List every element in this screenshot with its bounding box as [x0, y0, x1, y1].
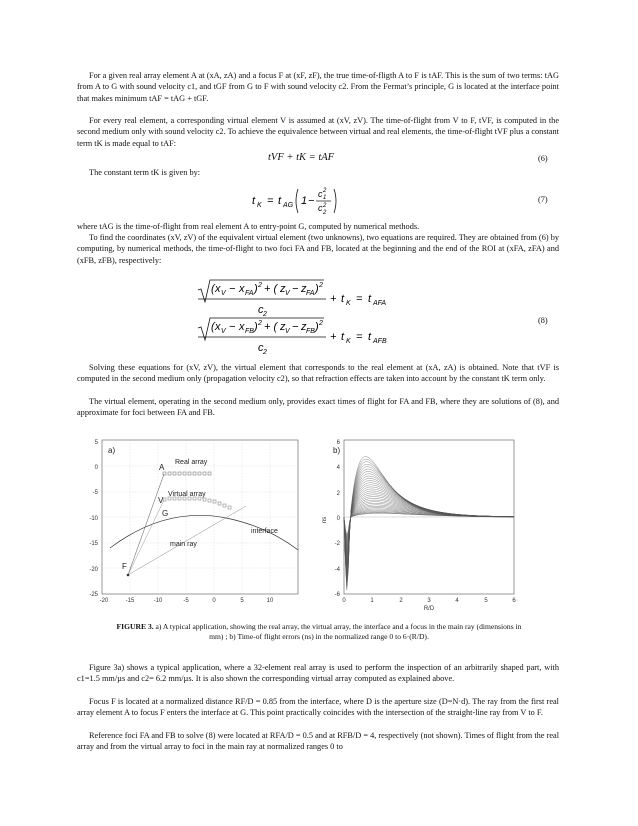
ytick-b-5: -2	[334, 541, 340, 547]
figure-caption: FIGURE 3. a) A typical application, showing the real array, the virtual array, the interface and a focus in the main ray (dimensions in mm) ; b) Time-of flight errors (ns) in the normalized range 0 to 6·(R/D).	[116, 622, 522, 641]
xtick-b-7: 6	[512, 598, 516, 604]
ytick-a-4: -10	[89, 516, 98, 522]
svg-text:2: 2	[323, 210, 327, 216]
label-main-ray: main ray	[170, 541, 197, 548]
label-interface: interface	[251, 528, 278, 535]
svg-text:t: t	[252, 195, 256, 207]
label-g: G	[162, 509, 169, 518]
figure-3b	[322, 440, 516, 612]
svg-text:V: V	[221, 328, 226, 335]
svg-text:FA: FA	[245, 290, 254, 297]
svg-text:−: −	[308, 195, 315, 207]
svg-text:x: x	[215, 321, 221, 333]
svg-text:1: 1	[323, 195, 327, 201]
svg-text:2: 2	[258, 282, 262, 289]
paragraph-10: Reference foci FA and FB to solve (8) were located at RFA/D = 0.5 and at RFB/D = 4, respectively (not shown). Times of flight from the real array and from the virtual array to foci in the main ray at normalized ranges 0 to	[77, 731, 559, 752]
xtick-b-6: 5	[484, 598, 488, 604]
svg-text:2: 2	[323, 203, 327, 209]
svg-text:t: t	[341, 331, 345, 343]
svg-text:2: 2	[319, 320, 323, 327]
xtick-a-7: 10	[266, 598, 274, 604]
svg-text:): )	[315, 283, 319, 295]
svg-text:AFB: AFB	[373, 338, 387, 345]
svg-text:x: x	[215, 283, 221, 295]
svg-text:2: 2	[263, 349, 267, 356]
label-real-array: Real array	[175, 459, 208, 466]
xtick-b-1: 0	[342, 598, 346, 604]
xtick-a-6: 5	[240, 598, 244, 604]
ytick-a-1: 5	[94, 440, 98, 446]
xtick-a-4: -5	[183, 598, 189, 604]
ytick-b-7: -6	[334, 592, 340, 598]
ytick-b-2: 4	[336, 465, 340, 471]
svg-text:): )	[315, 321, 319, 333]
ytick-b-6: -4	[334, 567, 340, 573]
ytick-a-5: -15	[89, 541, 98, 547]
xtick-a-5: 0	[212, 598, 216, 604]
svg-text:AG: AG	[283, 202, 294, 209]
svg-text:−: −	[292, 283, 299, 295]
equation-7-number: (7)	[538, 195, 548, 204]
equation-6-number: (6)	[538, 154, 548, 163]
svg-text:): )	[254, 283, 258, 295]
xtick-b-5: 4	[455, 598, 459, 604]
paragraph-3: The constant term tK is given by:	[89, 168, 201, 177]
equation-7	[250, 180, 360, 220]
figure-3	[76, 436, 562, 614]
svg-text:z: z	[280, 321, 286, 333]
svg-text:−: −	[229, 321, 236, 333]
paragraph-7: The virtual element, operating in the second medium only, provides exact times of flight for FA and FB, where they are solutions of (8), and approximate for foci between FA and FB.	[77, 397, 559, 418]
xtick-a-2: -15	[125, 598, 135, 604]
svg-text:c: c	[318, 203, 323, 213]
svg-text:c: c	[318, 189, 323, 199]
svg-text:=: =	[267, 195, 274, 207]
svg-text:1: 1	[301, 195, 308, 207]
svg-text:c: c	[258, 304, 264, 316]
svg-text:−: −	[229, 283, 236, 295]
equation-8	[196, 278, 436, 358]
svg-text:+: +	[330, 293, 337, 305]
svg-text:=: =	[356, 331, 363, 343]
panel-b-label: b)	[333, 446, 341, 455]
panel-a-label: a)	[108, 446, 116, 455]
ytick-a-7: -25	[89, 592, 98, 598]
svg-text:V: V	[285, 328, 290, 335]
svg-text:K: K	[346, 300, 351, 307]
ytick-b-4: 0	[336, 516, 340, 522]
svg-text:(: (	[211, 321, 215, 333]
svg-text:K: K	[346, 338, 351, 345]
label-virtual-array: Virtual array	[168, 491, 206, 498]
xtick-b-2: 1	[370, 598, 374, 604]
equation-6: tVF + tK = tAF	[268, 152, 335, 163]
label-v: V	[158, 496, 164, 505]
paragraph-2: For every real element, a corresponding virtual element V is assumed at (xV, zV). The time-of-flight from V to F, tVF, is computed in the second medium only with sound velocity c2. To achieve the equivalence between virtual and real elements, the time-of-flight tVF plus a constant term tK is made equal to tAF:	[77, 116, 559, 148]
svg-text:K: K	[257, 202, 262, 209]
svg-text:FB: FB	[306, 328, 315, 335]
paragraph-6: Solving these equations for (xV, zV), the virtual element that corresponds to the real element at (xA, zA) is obtained. Note that tVF is computed in the second medium only (propagation velocity c2), so that refraction effects are taken into account by the constant tK term only.	[77, 363, 559, 384]
paragraph-1: For a given real array element A at (xA, zA) and a focus F at (xF, zF), the true time-of-fligth A to F is tAF. This is the sum of two terms: tAG from A to G with sound velocity c1, and tGF from G to F with sound velocity c2. From the Fermat’s principle, G is located at the interface point that makes minimum tAF = tAG + tGF.	[77, 71, 559, 103]
svg-text:(: (	[211, 283, 215, 295]
ytick-a-2: 0	[94, 465, 98, 471]
y-axis-label-b: ns	[322, 516, 328, 524]
svg-text:2: 2	[319, 282, 323, 289]
svg-text:+: +	[330, 331, 337, 343]
ytick-b-1: 6	[336, 440, 340, 446]
svg-text:+ (: + (	[264, 321, 278, 333]
xtick-b-3: 2	[399, 598, 403, 604]
svg-text:z: z	[280, 283, 286, 295]
xtick-a-1: -20	[99, 598, 109, 604]
xtick-a-3: -10	[153, 598, 163, 604]
svg-text:2: 2	[263, 311, 267, 318]
svg-text:2: 2	[323, 188, 327, 194]
label-f: F	[122, 562, 127, 571]
ytick-a-3: -5	[92, 490, 98, 496]
svg-text:+ (: + (	[264, 283, 278, 295]
xtick-b-4: 3	[427, 598, 431, 604]
x-axis-label-b: R/D	[423, 606, 435, 612]
svg-text:2: 2	[258, 320, 262, 327]
svg-text:): )	[254, 321, 258, 333]
svg-text:AFA: AFA	[373, 300, 387, 307]
paragraph-4: where tAG is the time-of-flight from real element A to entry-point G, computed by numerical methods.	[77, 222, 420, 231]
svg-text:FB: FB	[245, 328, 254, 335]
svg-text:c: c	[258, 342, 264, 354]
focus-point	[127, 574, 130, 577]
svg-text:=: =	[356, 293, 363, 305]
paragraph-5: To find the coordinates (xV, zV) of the equivalent virtual element (two unknowns), two equations are required. They are obtained from (6) by computing, by numerical methods, the time-of-flight to two foci FA and FB, located at the beginning and the end of the ROI at (xFA, zFA) and (xFB, zFB), respectively:	[77, 233, 559, 265]
ytick-b-3: 2	[336, 491, 340, 497]
svg-text:x: x	[239, 321, 245, 333]
svg-text:t: t	[341, 293, 345, 305]
svg-text:V: V	[221, 290, 226, 297]
svg-text:x: x	[239, 283, 245, 295]
paragraph-9: Focus F is located at a normalized distance RF/D = 0.85 from the interface, where D is the aperture size (D=N·d). The ray from the first real array element A to focus F enters the interface at G. This point practically coincides with the intersection of the straight-line ray from V to F.	[77, 697, 559, 718]
label-a: A	[159, 463, 165, 472]
svg-text:z: z	[301, 321, 307, 333]
figure-3a	[89, 440, 298, 604]
svg-text:t: t	[368, 293, 372, 305]
equation-8-number: (8)	[538, 316, 548, 325]
ytick-a-6: -20	[89, 567, 98, 573]
svg-text:t: t	[278, 195, 282, 207]
svg-text:V: V	[285, 290, 290, 297]
svg-text:t: t	[368, 331, 372, 343]
paragraph-8: Figure 3a) shows a typical application, where a 32-element real array is used to perform the inspection of an arbitrarily shaped part, with c1=1.5 mm/µs and c2= 6.2 mm/µs. It is also shown the corresponding virtual array computed as explained above.	[77, 663, 559, 684]
svg-text:−: −	[292, 321, 299, 333]
svg-text:z: z	[301, 283, 307, 295]
svg-text:FA: FA	[306, 290, 315, 297]
